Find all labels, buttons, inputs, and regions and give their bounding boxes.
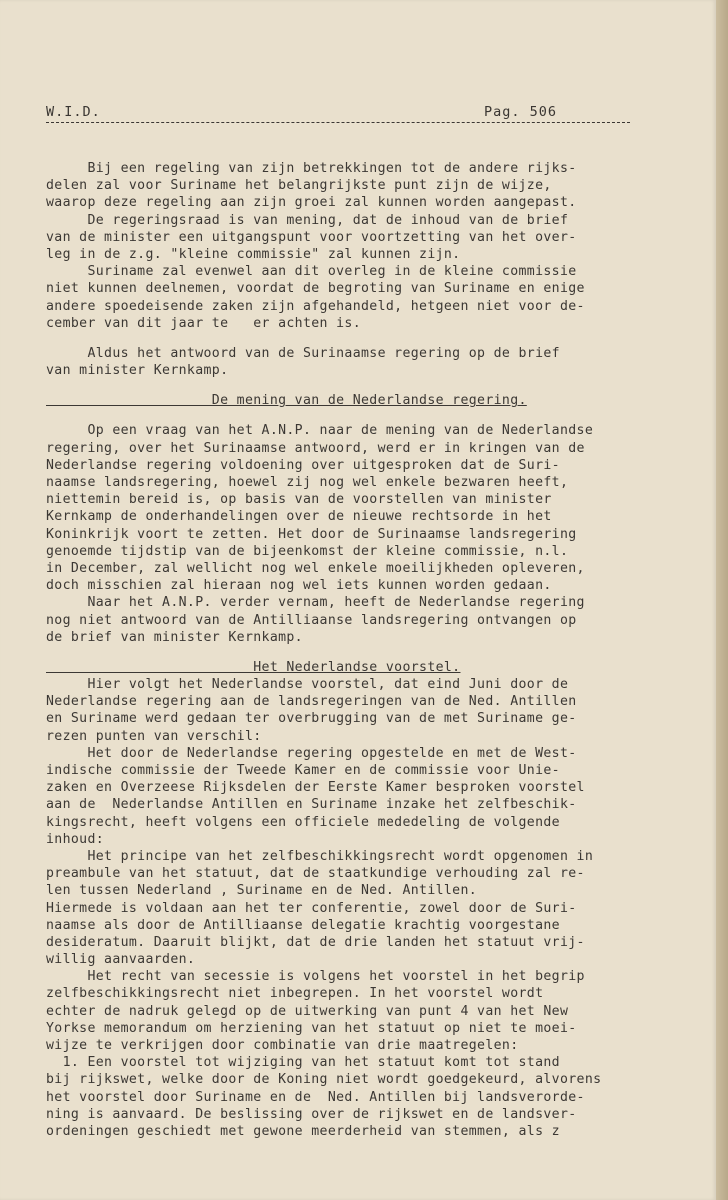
text-line: len tussen Nederland , Suriname en de Ned. Antillen. [46, 883, 478, 899]
text-line: naamse landsregering, hoewel zij nog wel enkele bezwaren heeft, [46, 475, 569, 490]
text-line: bij rijkswet, welke door de Koning niet wordt goedgekeurd, alvorens [46, 1072, 602, 1088]
text-line: preambule van het statuut, dat de staatkundige verhouding zal re- [46, 866, 585, 882]
text-line: ning is aanvaard. De beslissing over de rijkswet en de landsver- [46, 1106, 577, 1122]
section-heading: De mening van de Nederlandse regering. [46, 393, 527, 409]
text-line: ordeningen geschiedt met gewone meerderheid van stemmen, als z [46, 1123, 560, 1139]
text-line: 1. Een voorstel tot wijziging van het statuut komt tot stand [46, 1055, 560, 1071]
text-line: Nederlandse regering aan de landsregeringen van de Ned. Antillen [46, 694, 577, 710]
text-line: in December, zal wellicht nog wel enkele moeilijkheden opleveren, [46, 560, 585, 576]
text-line: Bij een regeling van zijn betrekkingen tot de andere rijks- [46, 161, 577, 176]
text-line: Yorkse memorandum om herziening van het statuut op niet te moei- [46, 1020, 577, 1036]
text-line: Aldus het antwoord van de Surinaamse regering op de brief [46, 345, 560, 361]
paragraph-gap [46, 646, 646, 659]
header-source-label: W.I.D. [46, 104, 101, 120]
text-line: echter de nadruk gelegd op de uitwerking van punt 4 van het New [46, 1003, 569, 1019]
text-line: willig aanvaarden. [46, 952, 196, 968]
text-line: leg in de z.g. "kleine commissie" zal kunnen zijn. [46, 246, 461, 262]
text-line: Het principe van het zelfbeschikkingsrecht wordt opgenomen in [46, 848, 594, 864]
text-line: Kernkamp de onderhandelingen over de nieuwe rechtsorde in het [46, 509, 552, 525]
text-line: waarop deze regeling aan zijn groei zal kunnen worden aangepast. [46, 195, 577, 211]
text-line: Hier volgt het Nederlandse voorstel, dat eind Juni door de [46, 677, 569, 693]
text-line: Het recht van secessie is volgens het voorstel in het begrip [46, 969, 585, 985]
text-line: van minister Kernkamp. [46, 363, 229, 379]
page-header [46, 104, 630, 123]
text-line: inhoud: [46, 831, 105, 847]
text-line: Nederlandse regering voldoening over uitgesproken dat de Suri- [46, 457, 560, 473]
text-line: genoemde tijdstip van de bijeenkomst der kleine commissie, n.l. [46, 543, 569, 559]
paper-edge [716, 0, 728, 1200]
text-line: niettemin bereid is, op basis van de voorstellen van minister [46, 492, 552, 508]
text-line: rezen punten van verschil: [46, 728, 262, 744]
text-line: Suriname zal evenwel aan dit overleg in de kleine commissie [46, 264, 577, 280]
text-line: Het door de Nederlandse regering opgestelde en met de West- [46, 745, 577, 761]
header-page-number: Pag. 506 [484, 104, 558, 120]
text-line: Naar het A.N.P. verder vernam, heeft de Nederlandse regering [46, 595, 585, 611]
text-line: De regeringsraad is van mening, dat de inhoud van de brief [46, 212, 569, 228]
paragraph-gap [46, 332, 646, 345]
text-line: cember van dit jaar te er achten is. [46, 315, 362, 331]
paragraph-gap [46, 379, 646, 392]
text-line: zaken en Overzeese Rijksdelen der Eerste Kamer besproken voorstel [46, 780, 585, 796]
text-line: kingsrecht, heeft volgens een officiele mededeling de volgende [46, 814, 560, 830]
text-line: desideratum. Daaruit blijkt, dat de drie landen het statuut vrij- [46, 934, 585, 950]
text-line: niet kunnen deelnemen, voordat de begroting van Suriname en enige [46, 281, 585, 297]
text-line: en Suriname werd gedaan ter overbrugging van de met Suriname ge- [46, 711, 577, 727]
text-line: Op een vraag van het A.N.P. naar de mening van de Nederlandse [46, 423, 594, 439]
text-line: delen zal voor Suriname het belangrijkste punt zijn de wijze, [46, 178, 552, 194]
document-body [46, 160, 646, 1140]
text-line: andere spoedeisende zaken zijn afgehandeld, hetgeen niet voor de- [46, 298, 585, 314]
text-line: wijze te verkrijgen door combinatie van drie maatregelen: [46, 1038, 519, 1053]
text-line: regering, over het Surinaamse antwoord, werd er in kringen van de [46, 440, 585, 456]
text-line: het voorstel door Suriname en de Ned. Antillen bij landsverorde- [46, 1089, 585, 1105]
text-line: nog niet antwoord van de Antilliaanse landsregering ontvangen op [46, 612, 577, 628]
text-line: de brief van minister Kernkamp. [46, 629, 303, 645]
text-line: Koninkrijk voort te zetten. Het door de Surinaamse landsregering [46, 526, 577, 542]
text-line: indische commissie der Tweede Kamer en de commissie voor Unie- [46, 763, 560, 778]
section-heading: Het Nederlandse voorstel. [46, 659, 461, 675]
text-line: van de minister een uitgangspunt voor voortzetting van het over- [46, 229, 577, 245]
paragraph-gap [46, 409, 646, 422]
text-line: naamse als door de Antilliaanse delegatie krachtig voorgestane [46, 917, 560, 933]
text-line: doch misschien zal hieraan nog wel iets kunnen worden gedaan. [46, 578, 552, 594]
text-line: zelfbeschikkingsrecht niet inbegrepen. In het voorstel wordt [46, 986, 544, 1002]
text-line: Hiermede is voldaan aan het ter conferentie, zowel door de Suri- [46, 900, 577, 916]
text-line: aan de Nederlandse Antillen en Suriname inzake het zelfbeschik- [46, 797, 577, 813]
